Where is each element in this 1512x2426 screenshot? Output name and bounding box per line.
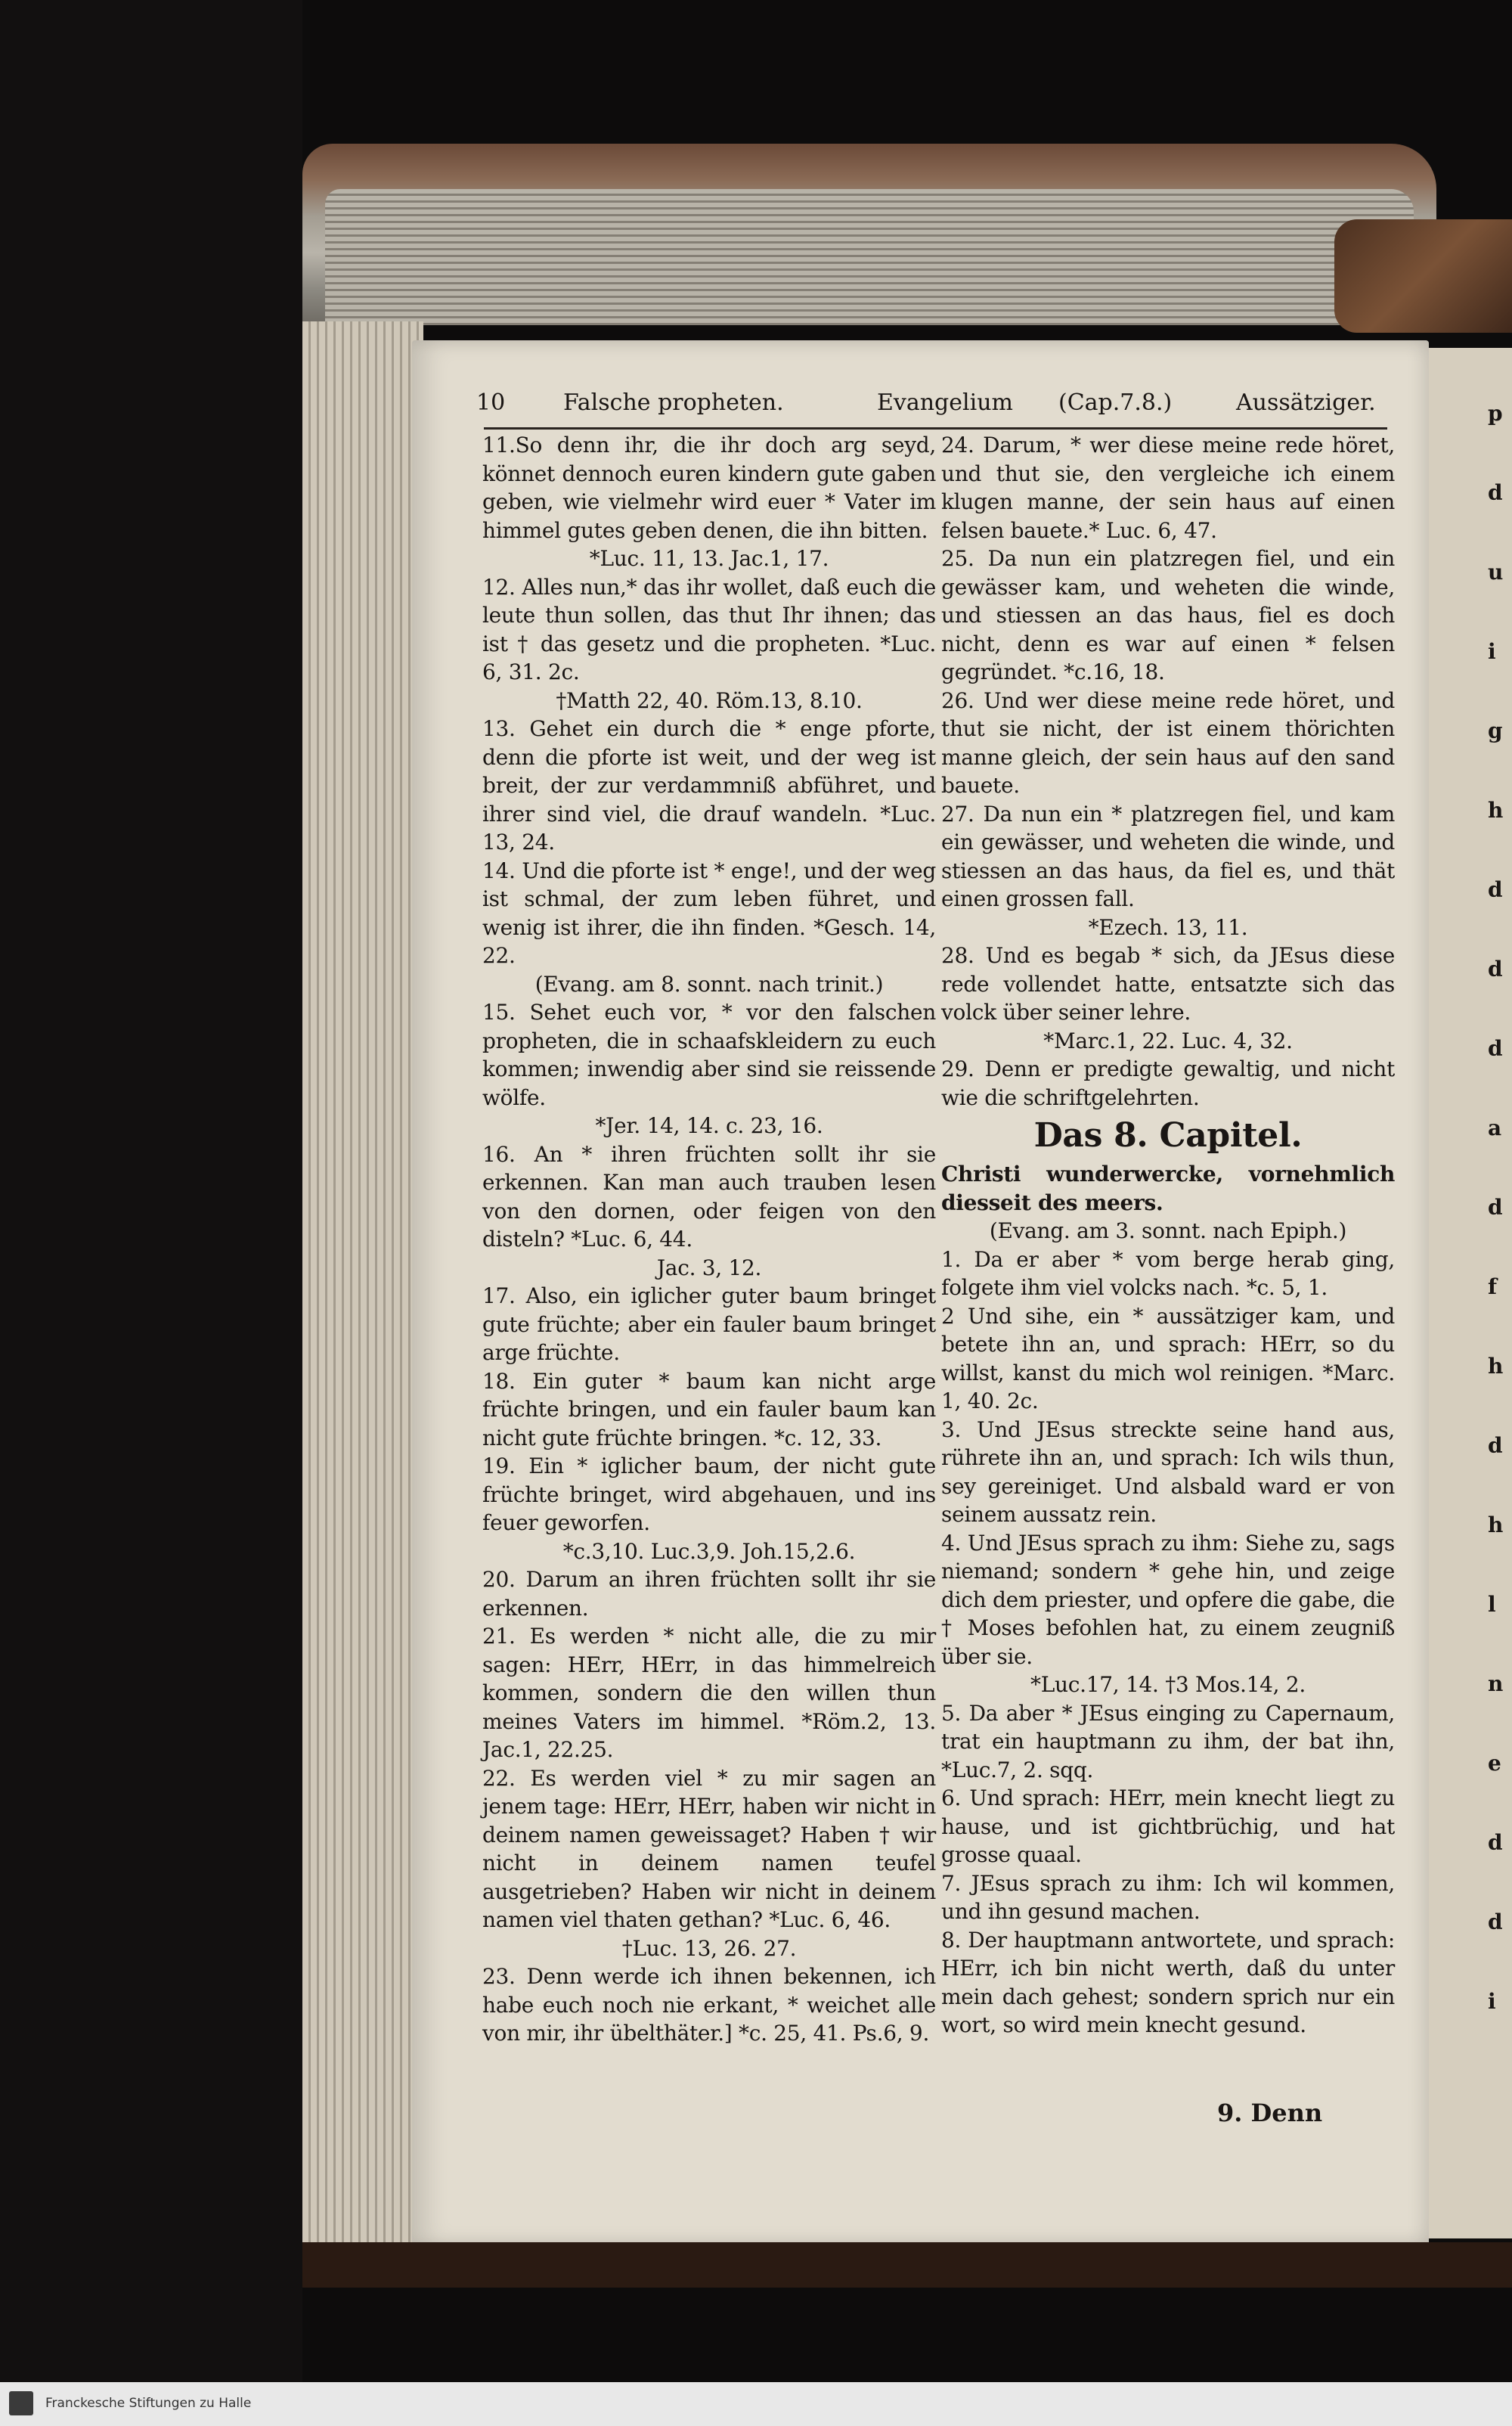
verse: 12. Alles nun,* das ihr wollet, daß euch die leute thun sollen, das thut Ihr ihnen; das ist † das gesetz und die propheten. *Luc. 6, 31. 2c.	[482, 574, 936, 684]
leaf-stack	[302, 321, 423, 2242]
verse: 18. Ein guter * baum kan nicht arge früchte bringen, und ein fauler baum kan nicht gute früchte bringen. *c. 12, 33.	[482, 1368, 936, 1450]
facing-page-fragment: p	[1488, 401, 1503, 426]
footer-institution: Franckesche Stiftungen zu Halle	[45, 2396, 252, 2411]
running-head	[476, 389, 1383, 427]
verse-ref: *c.3,10. Luc.3,9. Joh.15,2.6.	[562, 1538, 856, 1564]
lesson-note: (Evang. am 3. sonnt. nach Epiph.)	[989, 1218, 1347, 1243]
verse: 5. Da aber * JEsus einging zu Capernaum, trat ein hauptmann zu ihm, der bat ihn, *Luc.7, 2. sqq.	[941, 1700, 1395, 1782]
verse: 14. Und die pforte ist * enge!, und der weg ist schmal, der zum leben führet, und wenig ist ihrer, die ihn finden. *Gesch. 14, 22.	[482, 858, 936, 968]
verse: 13. Gehet ein durch die * enge pforte, denn die pforte ist weit, und der weg ist breit, der zur verdammniß abführet, und ihrer sind viel, die drauf wandeln. *Luc. 13, 24.	[482, 716, 936, 855]
facing-page-fragment: i	[1488, 1989, 1496, 2014]
verse: 24. Darum, * wer diese meine rede höret, und thut sie, den vergleiche ich einem klugen manne, der sein haus auf einen felsen bauete.* Luc. 6, 47.	[941, 433, 1395, 543]
facing-page-fragment: g	[1488, 718, 1503, 743]
verse-ref: †Matth 22, 40. Röm.13, 8.10.	[556, 687, 863, 713]
verse: 1. Da er aber * vom berge herab ging, folgete ihm viel volcks nach. *c. 5, 1.	[941, 1246, 1395, 1300]
verse: 27. Da nun ein * platzregen fiel, und kam ein gewässer, und weheten die winde, und stiessen an das haus, da fiel es, und thät einen grossen fall.	[941, 801, 1395, 911]
verse: 15. Sehet euch vor, * vor den falschen propheten, die in schaafskleidern zu euch kommen; inwendig aber sind sie reissende wölfe.	[482, 1000, 936, 1110]
institution-logo-icon	[9, 2391, 33, 2415]
lesson-note: (Evang. am 8. sonnt. nach trinit.)	[534, 971, 884, 997]
facing-page-fragment: e	[1488, 1751, 1501, 1776]
verse: 29. Denn er predigte gewaltig, und nicht wie die schriftgelehrten.	[941, 1056, 1395, 1110]
chapter-heading: Das 8. Capitel.	[1033, 1116, 1303, 1155]
verse: 16. An * ihren früchten sollt ihr sie erkennen. Kan man auch trauben lesen von den dornen, oder feigen von den disteln? *Luc. 6, 44.	[482, 1141, 936, 1252]
verse-ref: *Ezech. 13, 11.	[1088, 914, 1248, 940]
verse: 2 Und sihe, ein * aussätziger kam, und betete ihn an, und sprach: HErr, so du willst, kanst du mich wol reinigen. *Marc. 1, 40. 2c.	[941, 1303, 1395, 1413]
verse: 26. Und wer diese meine rede höret, und thut sie nicht, der ist einem thörichten manne gleich, der sein haus auf den sand bauete.	[941, 687, 1395, 798]
right-column	[941, 431, 1395, 2040]
facing-page-fragment: i	[1488, 639, 1496, 664]
center-title: Evangelium	[877, 389, 1013, 416]
verse-ref: *Luc. 11, 13. Jac.1, 17.	[589, 546, 829, 571]
facing-page-fragment: h	[1488, 1354, 1504, 1379]
verse: 6. Und sprach: HErr, mein knecht liegt zu hause, und ist gichtbrüchig, und hat grosse quaal.	[941, 1785, 1395, 1867]
verse: 8. Der hauptmann antwortete, und sprach: HErr, ich bin nicht werth, daß du unter mein dach gehest; sondern sprich nur ein wort, so wird mein knecht gesund.	[941, 1927, 1395, 2037]
head-rule	[484, 427, 1387, 430]
verse: 11.So denn ihr, die ihr doch arg seyd, könnet dennoch euren kindern gute gaben geben, wie vielmehr wird euer * Vater im himmel gutes geben denen, die ihn bitten.	[482, 433, 936, 543]
verse-ref: †Luc. 13, 26. 27.	[621, 1935, 797, 1961]
verse-ref: Jac. 3, 12.	[656, 1255, 762, 1280]
verse: 19. Ein * iglicher baum, der nicht gute früchte bringet, wird abgehauen, und ins feuer geworfen.	[482, 1453, 936, 1535]
facing-page-fragment: d	[1488, 1195, 1503, 1220]
page-edges	[325, 189, 1414, 325]
facing-page-fragment: d	[1488, 877, 1503, 902]
facing-page-fragment: f	[1488, 1274, 1498, 1299]
facing-page-fragment: d	[1488, 480, 1503, 505]
verse-ref: *Marc.1, 22. Luc. 4, 32.	[1043, 1028, 1293, 1053]
book-clasp	[1334, 219, 1512, 333]
page-number: 10	[476, 389, 506, 416]
verse: 7. JEsus sprach zu ihm: Ich wil kommen, und ihn gesund machen.	[941, 1870, 1395, 1924]
verse: 21. Es werden * nicht alle, die zu mir sagen: HErr, HErr, in das himmelreich kommen, sondern die den willen thun meines Vaters im himmel. *Röm.2, 13. Jac.1, 22.25.	[482, 1624, 936, 1762]
facing-page-fragment: d	[1488, 1909, 1503, 1934]
facing-page-fragment: h	[1488, 798, 1504, 823]
facing-page-fragment: d	[1488, 1830, 1503, 1855]
verse-ref: *Luc.17, 14. †3 Mos.14, 2.	[1030, 1672, 1306, 1697]
left-title: Falsche propheten.	[563, 389, 784, 416]
catchword: 9. Denn	[1217, 2099, 1323, 2127]
verse: 17. Also, ein iglicher guter baum bringet gute früchte; aber ein fauler baum bringet arge früchte.	[482, 1283, 936, 1365]
facing-page-fragment: d	[1488, 1433, 1503, 1458]
facing-page-fragment: d	[1488, 957, 1503, 982]
book-bottom-edge	[302, 2242, 1512, 2288]
facing-page-fragment: h	[1488, 1512, 1504, 1537]
verse: 28. Und es begab * sich, da JEsus diese rede vollendet hatte, entsatzte sich das volck über seiner lehre.	[941, 943, 1395, 1025]
dark-background	[0, 0, 302, 2382]
facing-page-fragment: n	[1488, 1671, 1504, 1696]
facing-page	[1429, 348, 1512, 2238]
verse: 25. Da nun ein platzregen fiel, und ein gewässer kam, und weheten die winde, und stiessen an das haus, fiel es doch nicht, denn es war auf einen * felsen gegründet. *c.16, 18.	[941, 546, 1395, 684]
facing-page-fragment: l	[1488, 1592, 1496, 1617]
verse: 4. Und JEsus sprach zu ihm: Siehe zu, sags niemand; sondern * gehe hin, und zeige dich dem priester, und opfere die gabe, die † Moses befohlen hat, zu einem zeugniß über sie.	[941, 1530, 1395, 1669]
verse: 20. Darum an ihren früchten sollt ihr sie erkennen.	[482, 1567, 936, 1621]
verse: 22. Es werden viel * zu mir sagen an jenem tage: HErr, HErr, haben wir nicht in deinem namen geweissaget? Haben † wir nicht in deinem namen teufel ausgetrieben? Haben wir nicht in deinem namen viel thaten gethan? *Luc. 6, 46.	[482, 1765, 936, 1932]
left-column	[482, 431, 936, 2048]
verse: 3. Und JEsus streckte seine hand aus, rührete ihn an, und sprach: Ich wils thun, sey gereiniget. Und alsbald ward er von seinem aussatz rein.	[941, 1416, 1395, 1527]
verse: 23. Denn werde ich ihnen bekennen, ich habe euch noch nie erkant, * weichet alle von mir, ihr übelthäter.] *c. 25, 41. Ps.6, 9.	[482, 1964, 936, 2046]
chapter-ref: (Cap.7.8.)	[1058, 389, 1173, 416]
chapter-summary: Christi wunderwercke, vornehmlich diesseit des meers.	[941, 1162, 1395, 1215]
facing-page-fragment: d	[1488, 1036, 1503, 1061]
right-title: Aussätziger.	[1236, 389, 1376, 416]
facing-page-fragment: a	[1488, 1115, 1502, 1140]
verse-ref: *Jer. 14, 14. c. 23, 16.	[595, 1113, 823, 1138]
facing-page-fragment: u	[1488, 560, 1504, 585]
